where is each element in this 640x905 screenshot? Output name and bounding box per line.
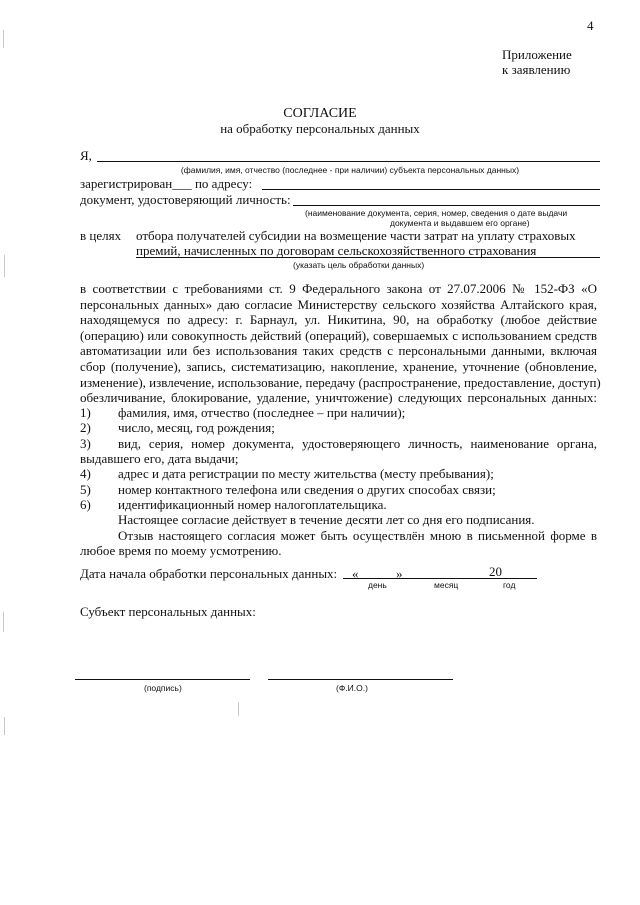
document-hint-1: (наименование документа, серия, номер, сведения о дате выдачи <box>305 208 568 218</box>
date-year-prefix: 20 <box>489 564 502 579</box>
list-item-number: 4) <box>80 466 91 481</box>
document-subtitle: на обработку персональных данных <box>220 121 420 136</box>
name-line[interactable] <box>268 679 453 680</box>
date-quote-close: » <box>396 566 403 581</box>
address-field-line[interactable] <box>262 189 600 190</box>
body-line: находящемуся по адресу: г. Барнаул, ул. Никитина, 90, на обработку (любое действие <box>80 312 597 328</box>
purpose-line-2: премий, начисленных по договорам сельскохозяйственного страхования <box>136 243 537 258</box>
date-field-line[interactable] <box>343 578 537 579</box>
list-item-text: фамилия, имя, отчество (последнее – при наличии); <box>118 405 406 420</box>
body-line: автоматизации или без использования таких средств с персональными данными, включая <box>80 343 597 359</box>
scan-edge-mark <box>4 255 5 277</box>
body-line: (операцию) или совокупность действий (операций), совершаемых с использованием средств <box>80 327 597 343</box>
date-label: Дата начала обработки персональных данных: <box>80 566 338 581</box>
fio-field-line[interactable] <box>97 161 600 162</box>
list-item-number: 6) <box>80 497 91 512</box>
fio-hint: (фамилия, имя, отчество (последнее - при наличии) субъекта персональных данных) <box>180 165 520 175</box>
subject-label: Субъект персональных данных: <box>80 604 256 619</box>
document-field-line[interactable] <box>293 205 600 206</box>
scan-edge-mark <box>3 612 4 632</box>
scan-edge-mark <box>238 702 239 716</box>
list-item-text: адрес и дата регистрации по месту жительства (месту пребывания); <box>118 466 494 481</box>
list-item-number: 1) <box>80 405 91 420</box>
signature-line[interactable] <box>75 679 250 680</box>
list-item-text <box>118 436 597 452</box>
body-line: персональных данных» даю согласие Министерству сельского хозяйства Алтайского края, <box>80 296 597 312</box>
document-title: СОГЛАСИЕ <box>283 106 357 121</box>
appendix-line-2: к заявлению <box>502 62 571 77</box>
date-day-hint: день <box>368 580 387 590</box>
validity-text: Настоящее согласие действует в течение десяти лет со дня его подписания. <box>118 512 535 527</box>
scan-edge-mark <box>4 717 5 735</box>
body-line: изменение), извлечение, использование, передачу (распространение, предоставление, доступ) <box>80 374 601 390</box>
list-item-text: идентификационный номер налогоплательщика. <box>118 497 387 512</box>
page-number: 4 <box>587 18 594 33</box>
purpose-field-line[interactable] <box>136 257 600 258</box>
purpose-hint: (указать цель обработки данных) <box>293 260 425 270</box>
list-item-text-line: вид, серия, номер документа, удостоверяющего личность, наименование органа, <box>118 436 597 451</box>
signature-hint: (подпись) <box>144 683 182 693</box>
appendix-line-1: Приложение <box>502 47 572 62</box>
revoke-text-line-2: любое время по моему усмотрению. <box>80 543 282 558</box>
list-item-number: 2) <box>80 420 91 435</box>
date-quote-open: « <box>352 566 359 581</box>
body-line: в соответствии с требованиями ст. 9 Федерального закона от 27.07.2006 № 152-ФЗ «О <box>80 281 597 296</box>
list-item-text: число, месяц, год рождения; <box>118 420 275 435</box>
date-year-hint: год <box>503 580 516 590</box>
list-item-number: 5) <box>80 482 91 497</box>
document-hint-2: документа и выдавшем его органе) <box>390 218 530 228</box>
scan-edge-mark <box>3 30 4 48</box>
list-item-number: 3) <box>80 436 91 451</box>
consent-body <box>80 281 601 406</box>
body-line: сбор (получение), запись, систематизацию, накопление, хранение, уточнение (обновление, <box>80 358 597 374</box>
name-hint: (Ф.И.О.) <box>336 683 368 693</box>
revoke-text-line-1 <box>118 528 597 544</box>
purpose-label: в целях <box>80 228 122 243</box>
purpose-line-1: отбора получателей субсидии на возмещение части затрат на уплату страховых <box>136 228 576 243</box>
ya-label: Я, <box>80 148 92 163</box>
list-item-text: номер контактного телефона или сведения о других способах связи; <box>118 482 496 497</box>
registered-label: зарегистрирован___ по адресу: <box>80 176 253 191</box>
list-item-continuation: выдавшего его, дата выдачи; <box>80 451 239 466</box>
body-line: обезличивание, блокирование, удаление, уничтожение) следующих персональных данных: <box>80 390 597 406</box>
date-month-hint: месяц <box>434 580 459 590</box>
revoke-text: Отзыв настоящего согласия может быть осуществлён мною в письменной форме в <box>118 528 597 543</box>
document-label: документ, удостоверяющий личность: <box>80 192 291 207</box>
